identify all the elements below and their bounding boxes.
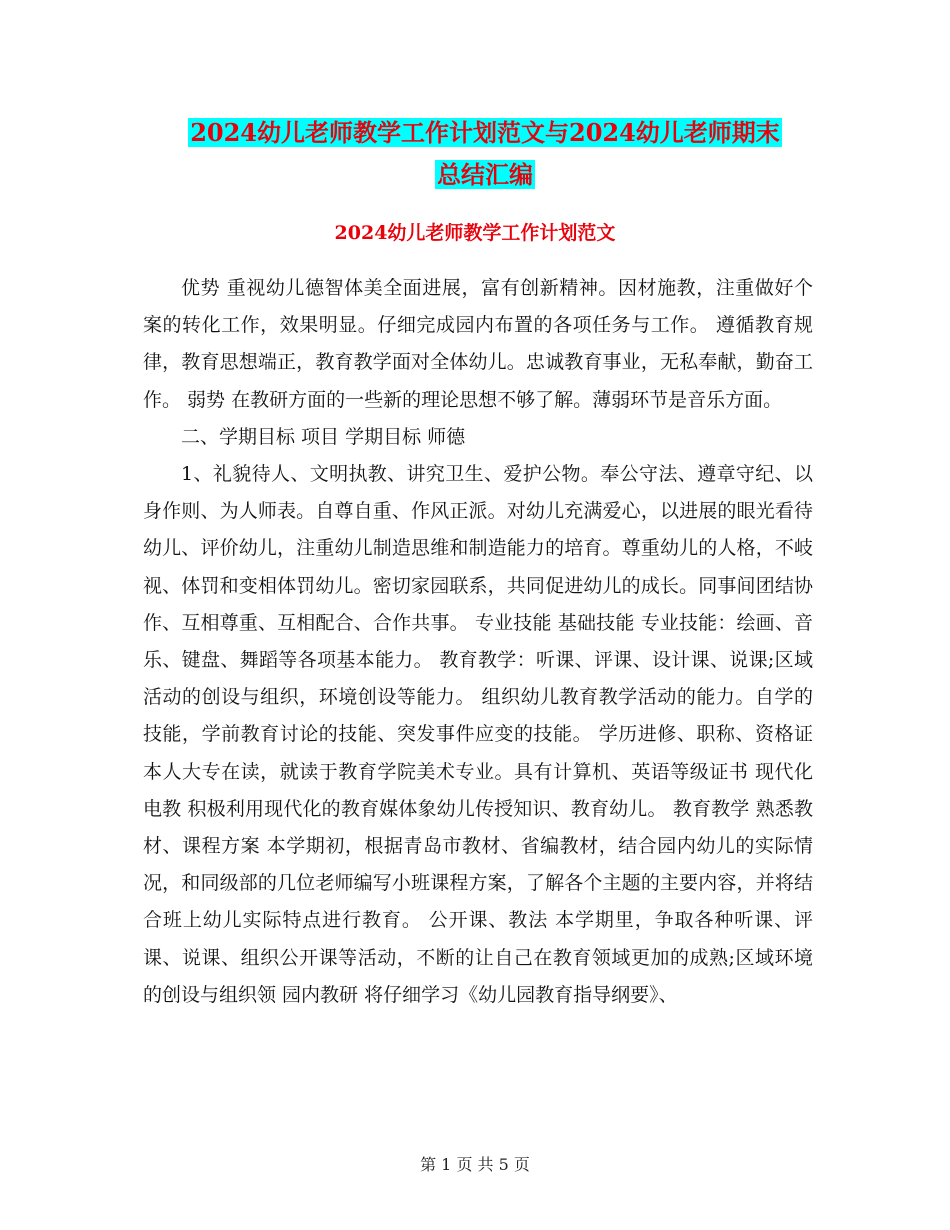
section-title: 2024幼儿老师教学工作计划范文 (334, 222, 616, 244)
document-title-line-2: 总结汇编 (437, 160, 533, 189)
paragraph: 优势 重视幼儿德智体美全面进展，富有创新精神。因材施教，注重做好个案的转化工作，效果明显。仔细完成园内布置的各项任务与工作。 遵循教育规律，教育思想端正，教育教学面对全体幼儿。忠诚教育事业，无私奉献，勤奋工作。 弱势 在教研方面的一些新的理论思想不够了解。薄弱环节是音乐方面。 (143, 277, 813, 411)
paragraph: 1、礼貌待人、文明执教、讲究卫生、爱护公物。奉公守法、遵章守纪、以身作则、为人师表。自尊自重、作风正派。对幼儿充满爱心，以进展的眼光看待幼儿、评价幼儿，注重幼儿制造思维和制造能力的培育。尊重幼儿的人格，不岐视、体罚和变相体罚幼儿。密切家园联系，共同促进幼儿的成长。同事间团结协作、互相尊重、互相配合、合作共事。 专业技能 基础技能 专业技能：绘画、音乐、键盘、舞蹈等各项基本能力。 教育教学：听课、评课、设计课、说课;区域活动的创设与组织，环境创设等能力。 组织幼儿教育教学活动的能力。自学的技能，学前教育讨论的技能、突发事件应变的技能。 学历进修、职称、资格证 本人大专在读，就读于教育学院美术专业。具有计算机、英语等级证书 现代化电教 积极利用现代化的教育媒体象幼儿传授知识、教育幼儿。 教育教学 熟悉教材、课程方案 本学期初，根据青岛市教材、省编教材，结合园内幼儿的实际情况，和同级部的几位老师编写小班课程方案，了解各个主题的主要内容，并将结合班上幼儿实际特点进行教育。 公开课、教法 本学期里，争取各种听课、评课、说课、组织公开课等活动，不断的让自己在教育领域更加的成熟;区域环境的创设与组织领 园内教研 将仔细学习《幼儿园教育指导纲要》、 (143, 463, 813, 1006)
page-footer: 第 1 页 共 5 页 (420, 1155, 530, 1174)
paragraph: 二、学期目标 项目 学期目标 师德 (181, 425, 466, 448)
document-title-line-1: 2024幼儿老师教学工作计划范文与2024幼儿老师期末 (190, 118, 780, 147)
document-title (150, 112, 820, 196)
document-body (143, 270, 813, 1014)
